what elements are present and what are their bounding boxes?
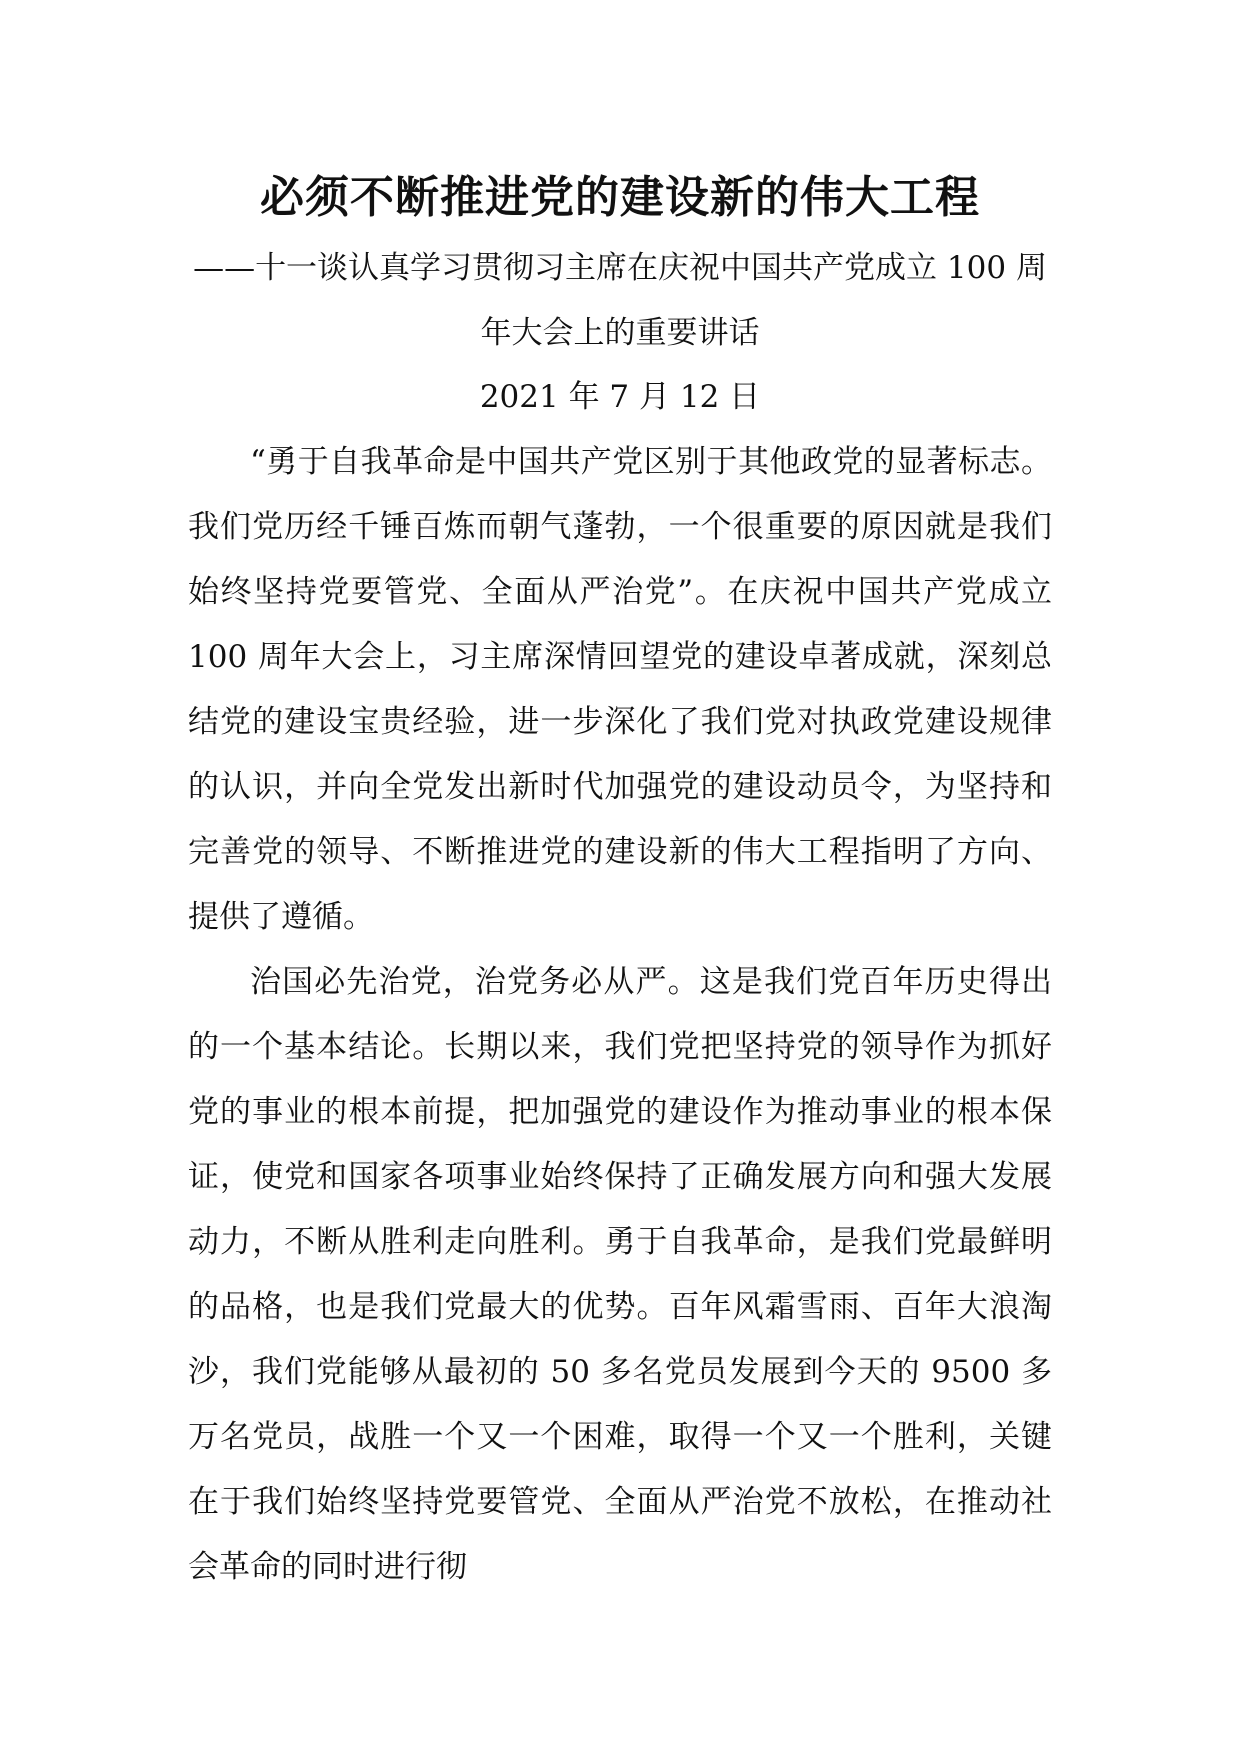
document-body	[188, 430, 1052, 1600]
document-subtitle: ——十一谈认真学习贯彻习主席在庆祝中国共产党成立 100 周年大会上的重要讲话	[193, 250, 1047, 351]
body-paragraph-1: “勇于自我革命是中国共产党区别于其他政党的显著标志。我们党历经千锤百炼而朝气蓬勃，一个很重要的原因就是我们始终坚持党要管党、全面从严治党”。在庆祝中国共产党成立 100 周年大会上，习主席深情回望党的建设卓著成就，深刻总结党的建设宝贵经验，进一步深化了我们党对执政党建设规律的认识，并向全党发出新时代加强党的建设动员令，为坚持和完善党的领导、不断推进党的建设新的伟大工程指明了方向、提供了遵循。	[188, 444, 1052, 935]
document-title: 必须不断推进党的建设新的伟大工程	[260, 172, 980, 223]
body-paragraph-2: 治国必先治党，治党务必从严。这是我们党百年历史得出的一个基本结论。长期以来，我们党把坚持党的领导作为抓好党的事业的根本前提，把加强党的建设作为推动事业的根本保证，使党和国家各项事业始终保持了正确发展方向和强大发展动力，不断从胜利走向胜利。勇于自我革命，是我们党最鲜明的品格，也是我们党最大的优势。百年风霜雪雨、百年大浪淘沙，我们党能够从最初的 50 多名党员发展到今天的 9500 多万名党员，战胜一个又一个困难，取得一个又一个胜利，关键在于我们始终坚持党要管党、全面从严治党不放松，在推动社会革命的同时进行彻	[188, 964, 1052, 1585]
document-date: 2021 年 7 月 12 日	[479, 379, 761, 415]
